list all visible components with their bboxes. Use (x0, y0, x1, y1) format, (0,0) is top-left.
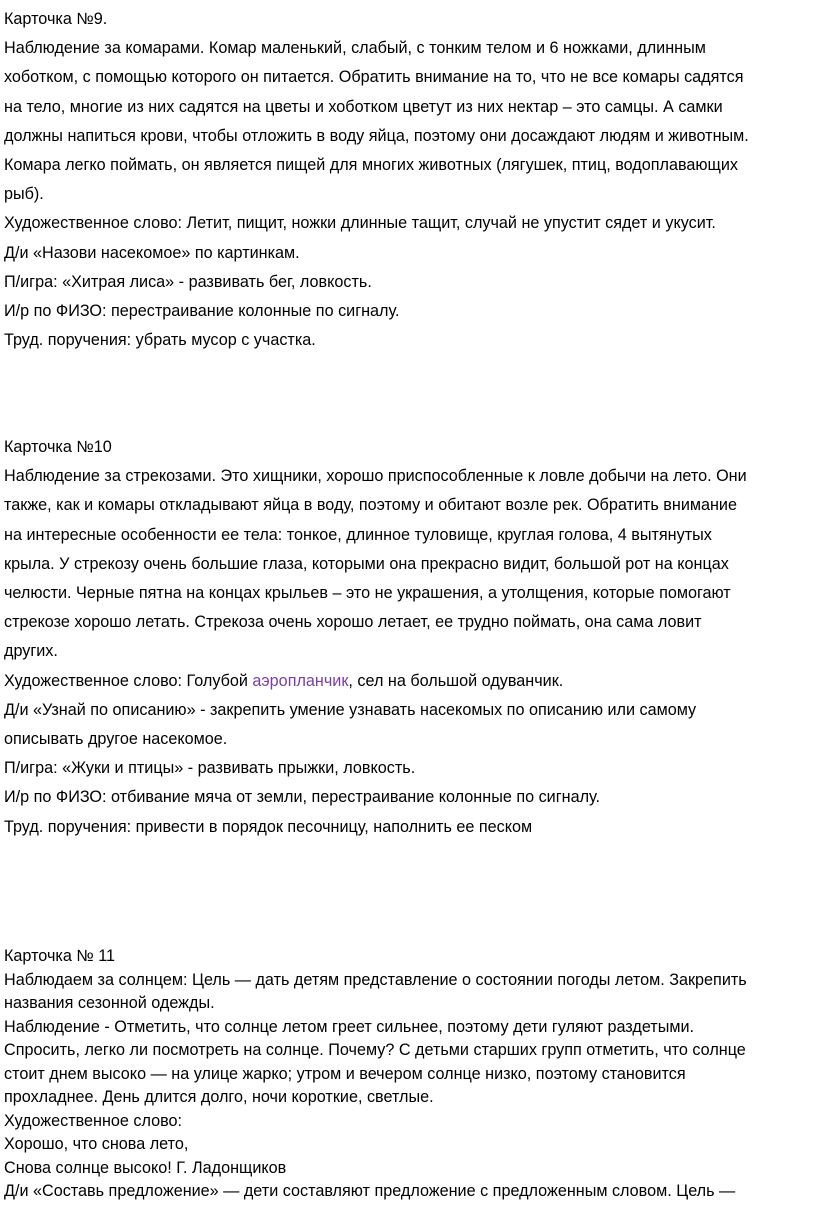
text-line: Хорошо, что снова лето, (4, 1135, 189, 1153)
text-line: И/р по ФИЗО: отбивание мяча от земли, перестраивание колонные по сигналу. (4, 788, 600, 807)
text-line: должны напиться крови, чтобы отложить в воду яйца, поэтому они досаждают людям и животным. (4, 126, 749, 145)
text-line: названия сезонной одежды. (4, 994, 215, 1012)
text-line: Художественное слово: Летит, пищит, ножки длинные тащит, случай не упустит сядет и укусит. (4, 214, 716, 233)
card-title: Карточка № 11 (4, 947, 115, 965)
text-line: Д/и «Составь предложение» — дети составляют предложение с предложенным словом. Цель — (4, 1182, 736, 1200)
text-line: Наблюдаем за солнцем: Цель — дать детям представление о состоянии погоды летом. Закрепить (4, 970, 747, 989)
text-line: других. (4, 642, 58, 661)
text-line: описывать другое насекомое. (4, 730, 228, 749)
art-word-suffix: , сел на большой одуванчик. (348, 671, 564, 690)
text-line: Д/и «Назови насекомое» по картинкам. (4, 243, 300, 262)
text-line: стрекозе хорошо летать. Стрекоза очень хорошо летает, ее трудно поймать, она сама ловит (4, 613, 702, 632)
text-line: рыб). (4, 185, 44, 204)
text-line: Наблюдение - Отметить, что солнце летом греет сильнее, поэтому дети гуляют раздетыми. (4, 1017, 694, 1036)
card-11 (4, 945, 812, 1204)
text-line: И/р по ФИЗО: перестраивание колонные по сигналу. (4, 302, 400, 321)
text-line: хоботком, с помощью которого он питается. Обратить внимание на то, что не все комары садятся (4, 68, 744, 87)
text-line: также, как и комары откладывают яйца в воду, поэтому и обитают возле рек. Обратить внимание (4, 496, 737, 515)
text-line: Д/и «Узнай по описанию» - закрепить умение узнавать насекомых по описанию или самому (4, 700, 697, 719)
text-line: стоит днем высоко — на улице жарко; утром и вечером солнце низко, поэтому становится (4, 1064, 686, 1083)
text-line: Комара легко поймать, он является пищей для многих животных (лягушек, птиц, водоплавающих (4, 156, 738, 175)
text-line: крыла. У стрекозу очень большие глаза, которыми она прекрасно видит, большой рот на концах (4, 554, 729, 573)
text-line: Художественное слово: (4, 1111, 183, 1130)
text-line: прохладнее. День длится долго, ночи короткие, светлые. (4, 1088, 434, 1106)
text-line: на интересные особенности ее тела: тонкое, длинное туловище, круглая голова, 4 вытянутых (4, 525, 712, 544)
card-9 (4, 5, 812, 355)
text-line: Наблюдение за комарами. Комар маленький, слабый, с тонким телом и 6 ножками, длинным (4, 39, 706, 58)
text-line: Труд. поручения: привести в порядок песочницу, наполнить ее песком (4, 817, 533, 836)
text-line: Труд. поручения: убрать мусор с участка. (4, 331, 316, 350)
text-line: П/игра: «Хитрая лиса» - развивать бег, ловкость. (4, 272, 372, 291)
art-word-link[interactable]: аэропланчик (252, 671, 349, 690)
art-word-prefix: Художественное слово: Голубой (4, 671, 253, 690)
text-line: Наблюдение за стрекозами. Это хищники, хорошо приспособленные к ловле добычи на лето. Они (4, 467, 747, 486)
text-line: челюсти. Черные пятна на концах крыльев – это не украшения, а утолщения, которые помогают (4, 584, 731, 603)
text-line: Снова солнце высоко! Г. Ладонщиков (4, 1158, 287, 1177)
card-10 (4, 433, 812, 842)
text-line: Спросить, легко ли посмотреть на солнце. Почему? С детьми старших групп отметить, что солнце (4, 1041, 746, 1059)
art-word-line (4, 667, 812, 696)
text-line: на тело, многие из них садятся на цветы и хоботком цветут из них нектар – это самцы. А самки (4, 97, 723, 116)
card-title: Карточка №10 (4, 438, 112, 456)
text-line: П/игра: «Жуки и птицы» - развивать прыжки, ловкость. (4, 759, 416, 778)
card-title: Карточка №9. (4, 10, 108, 28)
